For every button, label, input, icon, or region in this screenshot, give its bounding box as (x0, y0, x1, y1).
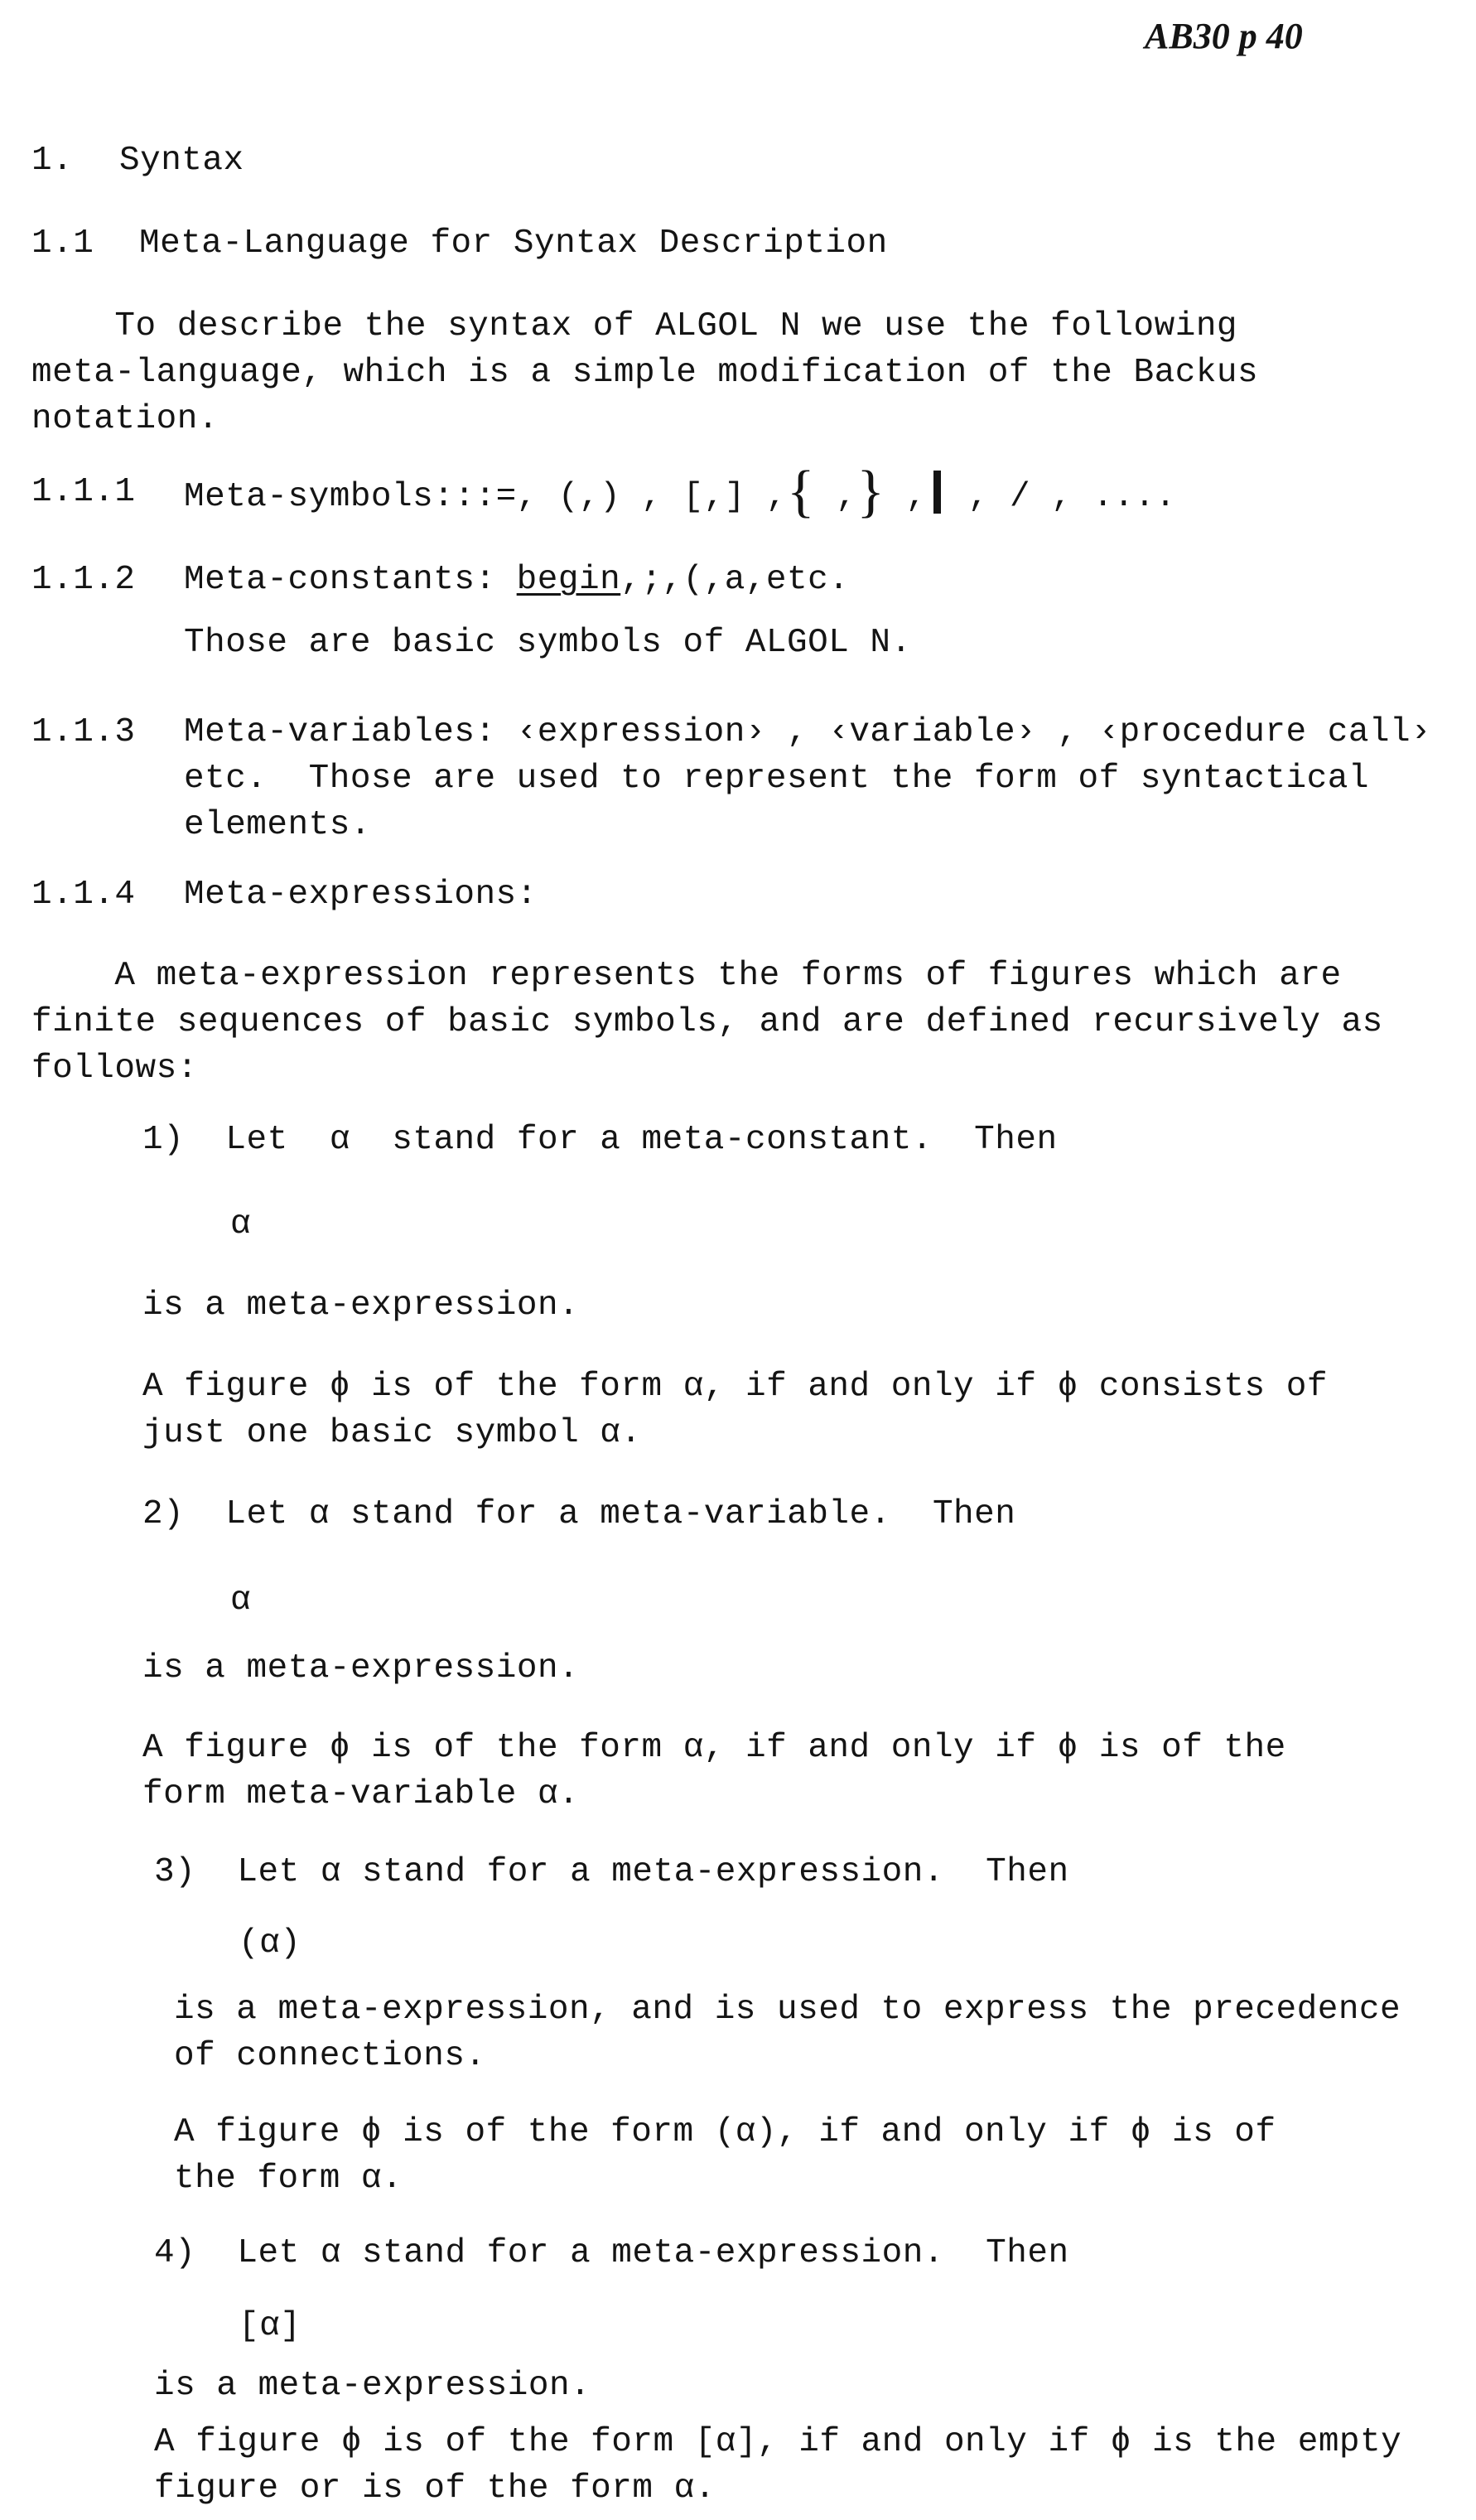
meta-expressions-label: Meta-expressions: (184, 876, 538, 914)
meta-expression-definition: A meta-expression represents the forms of figures which are finite sequences of basic symbols, and are defined recursively as follows: (31, 957, 1383, 1088)
rule-1-statement: is a meta-expression. (142, 1287, 580, 1325)
intro-paragraph: To describe the syntax of ALGOL N we use the following meta-language, which is a simple modification of the Backus notation. (31, 307, 1259, 438)
rule-2-expression: α (230, 1581, 252, 1620)
item-1-1-1-number: 1.1.1 (31, 473, 136, 511)
rule-3-heading: 3) Let α stand for a meta-expression. Then (154, 1853, 1069, 1891)
item-1-1-4-number: 1.1.4 (31, 876, 136, 914)
subsection-number: 1.1 (31, 224, 94, 263)
rule-1-definition: A figure ϕ is of the form α, if and only if ϕ consists of just one basic symbol α. (142, 1368, 1328, 1452)
rule-1-heading: 1) Let α stand for a meta-constant. Then (142, 1121, 1058, 1159)
vertical-bar-symbol (933, 471, 941, 514)
rule-4-heading: 4) Let α stand for a meta-expression. Then (154, 2234, 1069, 2272)
rule-2-definition: A figure ϕ is of the form α, if and only if ϕ is of the form meta-variable α. (142, 1729, 1286, 1813)
rule-3-definition: A figure ϕ is of the form (α), if and only if ϕ is of the form α. (174, 2113, 1276, 2198)
subsection-title: Meta-Language for Syntax Description (139, 224, 888, 263)
section-number: 1. (31, 142, 74, 180)
brace-open-symbol: { (787, 460, 816, 524)
item-1-1-3-number: 1.1.3 (31, 713, 136, 751)
rule-2-heading: 2) Let α stand for a meta-variable. Then (142, 1495, 1016, 1533)
meta-constants-line: Meta-constants: begin,;,(,a,etc. (184, 561, 850, 599)
meta-constants-note: Those are basic symbols of ALGOL N. (184, 624, 912, 662)
rule-3-expression: (α) (239, 1924, 301, 1962)
rule-4-definition: A figure ϕ is of the form [α], if and only if ϕ is the empty figure or is of the form α. (154, 2423, 1402, 2508)
item-1-1-2-number: 1.1.2 (31, 561, 136, 599)
rule-2-statement: is a meta-expression. (142, 1649, 580, 1687)
page-reference: AB30 p 40 (1145, 16, 1303, 56)
brace-close-symbol: } (856, 460, 885, 524)
meta-variables-paragraph: Meta-variables: ‹expression› , ‹variable› , ‹procedure call› etc. Those are used to represent the form of syntactical elements. (184, 713, 1432, 844)
rule-4-statement: is a meta-expression. (154, 2367, 591, 2405)
rule-3-statement: is a meta-expression, and is used to express the precedence of connections. (174, 1991, 1401, 2075)
rule-4-expression: [α] (239, 2307, 301, 2345)
meta-symbols-line: Meta-symbols:::=, (,) , [,] ,{ ,} , , / , .... (184, 460, 1176, 524)
section-title: Syntax (119, 142, 244, 180)
rule-1-expression: α (230, 1205, 252, 1243)
